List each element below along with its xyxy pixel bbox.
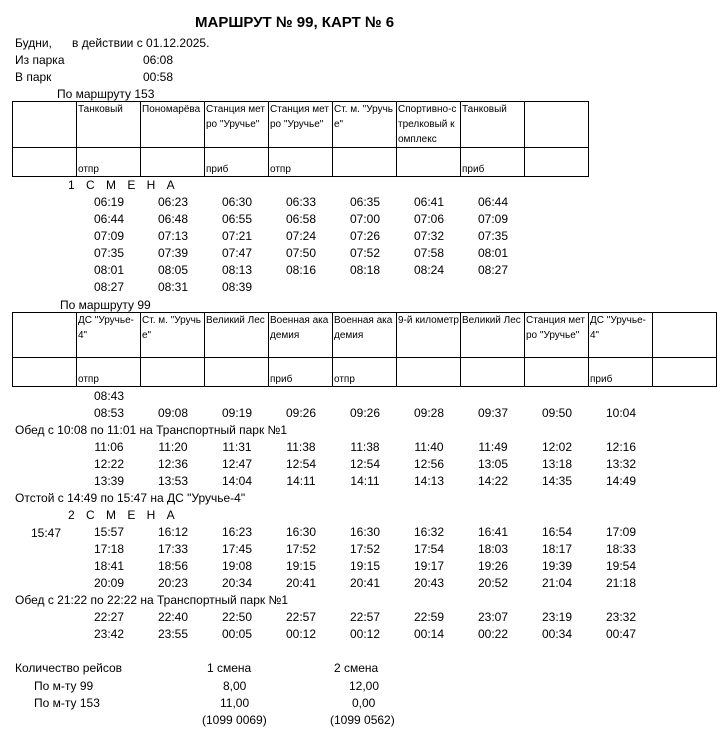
stop-header: Военная академия <box>333 313 397 358</box>
time-cell: 20:41 <box>285 576 317 590</box>
route-153-stops-table <box>12 101 589 177</box>
time-cell: 07:26 <box>349 229 381 243</box>
time-cell: 09:28 <box>413 406 445 420</box>
time-cell: 07:52 <box>349 246 381 260</box>
time-cell: 14:13 <box>413 474 445 488</box>
time-cell: 08:53 <box>93 406 125 420</box>
table-row <box>0 575 727 592</box>
table-row <box>0 558 727 575</box>
route-153-label: По маршруту 153 <box>57 87 155 101</box>
time-cell: 14:49 <box>605 474 637 488</box>
lunch-note-1: Обед с 10:08 по 11:01 на Транспортный парк №1 <box>15 423 288 437</box>
table-row <box>0 541 727 558</box>
time-cell: 12:54 <box>285 457 317 471</box>
time-cell: 17:52 <box>349 542 381 556</box>
stop-header <box>653 313 717 358</box>
time-cell: 12:16 <box>605 440 637 454</box>
time-cell: 06:19 <box>93 195 125 209</box>
time-cell: 11:20 <box>158 440 188 454</box>
stop-mark: приб <box>205 148 269 177</box>
summary-route-99-shift-1: 8,00 <box>223 679 247 693</box>
summary-route-153-shift-2: 0,00 <box>352 696 376 710</box>
stop-header: Спортивно-стрелковый комплекс <box>397 102 461 148</box>
time-cell: 07:58 <box>413 246 445 260</box>
time-cell: 07:47 <box>221 246 253 260</box>
time-cell: 14:11 <box>350 474 380 488</box>
layover-note: Отстой с 14:49 по 15:47 на ДС "Уручье-4" <box>15 491 246 505</box>
stop-mark: приб <box>461 148 525 177</box>
time-cell: 06:33 <box>285 195 317 209</box>
time-cell: 08:05 <box>157 263 189 277</box>
stop-header: Ст. м. "Уручье" <box>333 102 397 148</box>
stop-mark: отпр <box>269 148 333 177</box>
time-cell: 23:19 <box>541 610 573 624</box>
stub-cell <box>13 102 77 148</box>
page-title: МАРШРУТ № 99, КАРТ № 6 <box>195 14 395 31</box>
table-row <box>0 279 727 296</box>
stop-mark <box>141 148 205 177</box>
days-label: Будни, <box>15 36 52 50</box>
time-cell: 17:09 <box>605 525 637 539</box>
stop-header: Станция метро "Уручье" <box>525 313 589 358</box>
time-cell: 23:42 <box>93 627 125 641</box>
table-row <box>0 245 727 262</box>
time-cell: 07:35 <box>93 246 125 260</box>
time-cell: 07:21 <box>221 229 253 243</box>
table-row <box>0 405 727 422</box>
time-cell: 07:32 <box>413 229 445 243</box>
time-cell: 17:45 <box>221 542 253 556</box>
summary-shift-2-header: 2 смена <box>334 661 379 675</box>
time-cell: 08:18 <box>349 263 381 277</box>
time-cell: 09:08 <box>157 406 189 420</box>
time-cell: 09:26 <box>285 406 317 420</box>
shift-1-label: 1 С М Е Н А <box>68 178 179 192</box>
stop-mark <box>205 358 269 387</box>
time-cell: 20:23 <box>157 576 189 590</box>
table-row <box>0 626 727 643</box>
time-cell: 12:56 <box>413 457 445 471</box>
from-park-time: 06:08 <box>143 53 174 67</box>
time-cell: 00:14 <box>413 627 445 641</box>
stop-mark: отпр <box>333 358 397 387</box>
time-cell: 12:22 <box>93 457 125 471</box>
time-cell: 08:01 <box>477 246 509 260</box>
time-cell: 19:26 <box>477 559 509 573</box>
shift-2-start-time: 15:47 <box>31 526 62 540</box>
trips-count-label: Количество рейсов <box>15 661 123 675</box>
time-cell: 07:39 <box>157 246 189 260</box>
time-cell: 07:35 <box>477 229 509 243</box>
time-cell: 18:56 <box>157 559 189 573</box>
time-cell: 08:31 <box>157 280 189 294</box>
time-cell: 23:55 <box>157 627 189 641</box>
stop-mark <box>525 148 589 177</box>
time-cell: 07:09 <box>93 229 125 243</box>
time-cell: 20:52 <box>477 576 509 590</box>
stop-mark: отпр <box>77 148 141 177</box>
table-row <box>0 194 727 211</box>
time-cell: 06:44 <box>477 195 509 209</box>
time-cell: 20:41 <box>349 576 381 590</box>
time-cell: 19:17 <box>413 559 445 573</box>
stop-header: ДС "Уручье-4" <box>589 313 653 358</box>
time-cell: 07:13 <box>157 229 189 243</box>
summary-route-153-label: По м-ту 153 <box>34 696 100 710</box>
to-park-label: В парк <box>15 70 52 84</box>
time-cell: 07:06 <box>413 212 445 226</box>
time-cell: 16:41 <box>477 525 509 539</box>
stop-mark <box>397 148 461 177</box>
time-cell: 06:55 <box>221 212 253 226</box>
valid-from: в действии с 01.12.2025. <box>72 36 210 50</box>
time-cell: 08:27 <box>477 263 509 277</box>
stop-mark <box>333 148 397 177</box>
time-cell: 16:30 <box>349 525 381 539</box>
time-cell: 11:49 <box>478 440 508 454</box>
time-cell: 06:35 <box>349 195 381 209</box>
time-cell: 20:43 <box>413 576 445 590</box>
stop-header: ДС "Уручье-4" <box>77 313 141 358</box>
time-cell: 06:48 <box>157 212 189 226</box>
table-row <box>0 609 727 626</box>
time-cell: 09:19 <box>221 406 253 420</box>
time-cell: 22:57 <box>349 610 381 624</box>
time-cell: 22:50 <box>221 610 253 624</box>
time-cell: 00:22 <box>477 627 509 641</box>
time-cell: 08:13 <box>221 263 253 277</box>
stop-header: Великий Лес <box>205 313 269 358</box>
time-cell: 16:30 <box>285 525 317 539</box>
time-cell: 06:41 <box>413 195 445 209</box>
stop-header: Танковый <box>461 102 525 148</box>
time-cell: 22:40 <box>157 610 189 624</box>
time-cell: 17:52 <box>285 542 317 556</box>
time-cell: 07:09 <box>477 212 509 226</box>
time-cell: 09:26 <box>349 406 381 420</box>
time-cell: 12:47 <box>221 457 253 471</box>
time-cell: 08:43 <box>93 389 125 403</box>
time-cell: 16:54 <box>541 525 573 539</box>
stop-mark: приб <box>269 358 333 387</box>
time-cell: 00:05 <box>221 627 253 641</box>
time-cell: 17:54 <box>413 542 445 556</box>
stop-header: Станция метро "Уручье" <box>269 102 333 148</box>
stub-cell <box>13 358 77 387</box>
stop-header: Танковый <box>77 102 141 148</box>
stop-header: Великий Лес <box>461 313 525 358</box>
time-cell: 13:18 <box>541 457 573 471</box>
time-cell: 11:06 <box>94 440 124 454</box>
time-cell: 08:27 <box>93 280 125 294</box>
time-cell: 07:50 <box>285 246 317 260</box>
time-cell: 06:23 <box>157 195 189 209</box>
time-cell: 11:38 <box>350 440 380 454</box>
time-cell: 14:11 <box>286 474 316 488</box>
time-cell: 08:01 <box>93 263 125 277</box>
stop-header: 9-й километр <box>397 313 461 358</box>
time-cell: 13:32 <box>605 457 637 471</box>
lunch-note-2: Обед с 21:22 по 22:22 на Транспортный парк №1 <box>15 593 288 607</box>
time-cell: 14:22 <box>477 474 509 488</box>
time-cell: 09:50 <box>541 406 573 420</box>
time-cell: 08:24 <box>413 263 445 277</box>
time-cell: 00:47 <box>605 627 637 641</box>
stop-mark: отпр <box>77 358 141 387</box>
stop-header: Военная академия <box>269 313 333 358</box>
stop-header: Пономарёва <box>141 102 205 148</box>
table-row <box>0 228 727 245</box>
stub-cell <box>13 313 77 358</box>
table-row <box>0 388 727 405</box>
time-cell: 13:05 <box>477 457 509 471</box>
time-cell: 19:39 <box>541 559 573 573</box>
time-cell: 18:33 <box>605 542 637 556</box>
time-cell: 19:54 <box>605 559 637 573</box>
time-cell: 19:15 <box>285 559 317 573</box>
stop-mark <box>141 358 205 387</box>
time-cell: 06:44 <box>93 212 125 226</box>
stop-mark <box>461 358 525 387</box>
stop-header: Ст. м. "Уручье" <box>141 313 205 358</box>
table-row <box>0 211 727 228</box>
time-cell: 18:41 <box>93 559 125 573</box>
time-cell: 12:36 <box>157 457 189 471</box>
time-cell: 07:00 <box>349 212 381 226</box>
time-cell: 23:07 <box>477 610 509 624</box>
time-cell: 19:15 <box>349 559 381 573</box>
time-cell: 22:27 <box>93 610 125 624</box>
time-cell: 07:24 <box>285 229 317 243</box>
table-row <box>0 473 727 490</box>
time-cell: 10:04 <box>605 406 637 420</box>
time-cell: 16:23 <box>221 525 253 539</box>
stop-mark <box>525 358 589 387</box>
time-cell: 23:32 <box>605 610 637 624</box>
time-cell: 11:40 <box>414 440 444 454</box>
summary-route-153-shift-1: 11,00 <box>220 696 250 710</box>
time-cell: 00:12 <box>285 627 317 641</box>
from-park-label: Из парка <box>15 53 65 67</box>
time-cell: 22:59 <box>413 610 445 624</box>
stop-mark: приб <box>589 358 653 387</box>
time-cell: 08:16 <box>285 263 317 277</box>
time-cell: 19:08 <box>221 559 253 573</box>
time-cell: 06:58 <box>285 212 317 226</box>
time-cell: 09:37 <box>477 406 509 420</box>
time-cell: 16:32 <box>413 525 445 539</box>
time-cell: 21:04 <box>541 576 573 590</box>
time-cell: 17:33 <box>157 542 189 556</box>
to-park-time: 00:58 <box>143 70 174 84</box>
time-cell: 00:12 <box>349 627 381 641</box>
summary-code-shift-1: (1099 0069) <box>202 713 267 727</box>
table-row <box>0 456 727 473</box>
time-cell: 08:39 <box>221 280 253 294</box>
time-cell: 16:12 <box>157 525 189 539</box>
time-cell: 12:02 <box>541 440 573 454</box>
time-cell: 11:38 <box>286 440 316 454</box>
time-cell: 20:09 <box>93 576 125 590</box>
stub-cell <box>13 148 77 177</box>
time-cell: 12:54 <box>349 457 381 471</box>
shift-2-label: 2 С М Е Н А <box>68 508 179 522</box>
time-cell: 13:39 <box>93 474 125 488</box>
time-cell: 06:30 <box>221 195 253 209</box>
time-cell: 13:53 <box>157 474 189 488</box>
stop-header <box>525 102 589 148</box>
stop-mark <box>397 358 461 387</box>
time-cell: 00:34 <box>541 627 573 641</box>
route-99-label: По маршруту 99 <box>60 298 151 312</box>
table-row <box>0 524 727 541</box>
time-cell: 20:34 <box>221 576 253 590</box>
time-cell: 14:35 <box>541 474 573 488</box>
route-99-stops-table <box>12 312 717 387</box>
time-cell: 17:18 <box>93 542 125 556</box>
summary-shift-1-header: 1 смена <box>207 661 252 675</box>
time-cell: 11:31 <box>222 440 252 454</box>
time-cell: 18:03 <box>477 542 509 556</box>
time-cell: 18:17 <box>541 542 573 556</box>
table-row <box>0 262 727 279</box>
time-cell: 15:57 <box>93 525 125 539</box>
summary-code-shift-2: (1099 0562) <box>330 713 395 727</box>
summary-route-99-shift-2: 12,00 <box>349 679 380 693</box>
time-cell: 22:57 <box>285 610 317 624</box>
time-cell: 21:18 <box>605 576 637 590</box>
summary-route-99-label: По м-ту 99 <box>34 679 94 693</box>
stop-mark <box>653 358 717 387</box>
stop-header: Станция метро "Уручье" <box>205 102 269 148</box>
table-row <box>0 439 727 456</box>
time-cell: 14:04 <box>221 474 253 488</box>
